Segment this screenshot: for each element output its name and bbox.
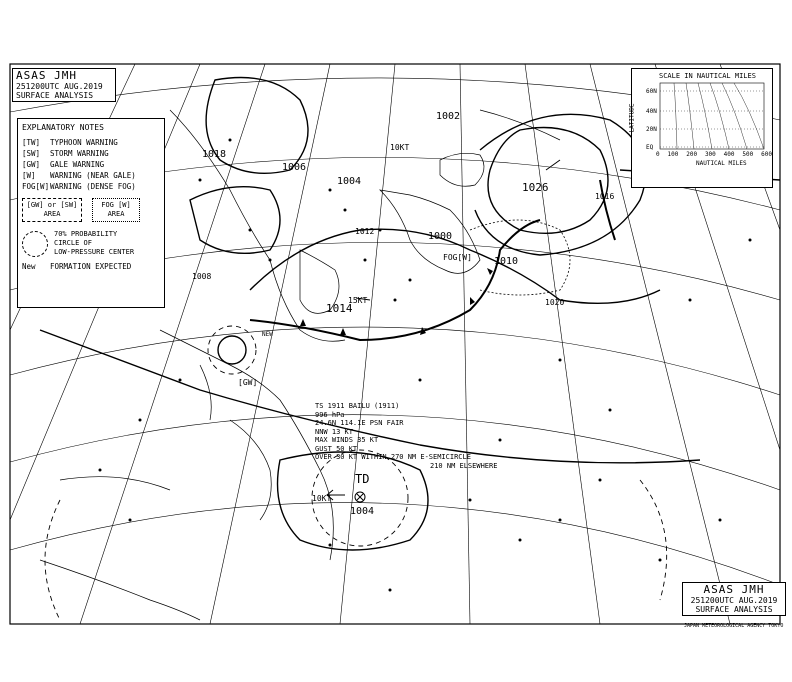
header-box bbox=[12, 68, 116, 102]
speed-10kt: 10KT bbox=[390, 143, 410, 152]
low-1010-label: 1010 bbox=[494, 256, 519, 267]
legend-gw-area-label: AREA bbox=[43, 210, 61, 218]
storm-line-7: OVER 30 KT WITHIN 270 NM E-SEMICIRCLE bbox=[315, 453, 471, 461]
scale-x-tick: 600 bbox=[761, 151, 772, 158]
legend-desc: TYPHOON WARNING bbox=[50, 138, 118, 147]
footer-agency: ASAS JMH bbox=[703, 583, 765, 596]
legend-fog-area-key: FOG [W] bbox=[101, 201, 131, 209]
legend-fog-area bbox=[92, 198, 140, 222]
storm-line-1: TS 1911 BAILU (1911) bbox=[315, 402, 400, 410]
legend-desc: GALE WARNING bbox=[50, 160, 105, 169]
storm-line-3: 24.6N 114.1E PSN FAIR bbox=[315, 419, 404, 427]
legend-new-key: New bbox=[22, 262, 36, 271]
legend-key: [TW] bbox=[22, 138, 41, 147]
front bbox=[250, 220, 540, 340]
scale-x-tick: 200 bbox=[686, 151, 698, 158]
iso-1012-label: 1012 bbox=[355, 227, 375, 236]
low-1000-label: 1000 bbox=[428, 231, 453, 242]
legend-key: FOG[W] bbox=[22, 182, 50, 191]
legend-prob-line-2: CIRCLE OF bbox=[54, 239, 92, 247]
legend-box bbox=[17, 118, 165, 308]
scale-box bbox=[628, 68, 773, 188]
legend-item bbox=[22, 181, 160, 192]
storm-line-4: NNW 13 KT bbox=[315, 427, 353, 436]
legend-desc: WARNING (DENSE FOG) bbox=[50, 182, 136, 191]
legend-item bbox=[22, 148, 160, 159]
legend-desc: WARNING (NEAR GALE) bbox=[50, 171, 136, 180]
scale-title: SCALE IN NAUTICAL MILES bbox=[659, 72, 756, 80]
scale-lat-eq: EQ bbox=[646, 144, 654, 151]
legend-item bbox=[22, 170, 160, 181]
high-1026-label: 1026 bbox=[522, 181, 549, 194]
storm-line-6: GUST 50 KT bbox=[315, 444, 358, 453]
scale-y-title: LATITUDE bbox=[628, 103, 636, 133]
footer-product: SURFACE ANALYSIS bbox=[695, 605, 773, 614]
iso-1020-label: 1020 bbox=[545, 298, 565, 307]
speed-15kt: 15KT bbox=[348, 296, 368, 305]
scale-x-tick: 0 bbox=[656, 151, 660, 158]
storm-symbol bbox=[218, 336, 246, 364]
new-tag: NEW bbox=[262, 331, 273, 338]
storm-info bbox=[315, 402, 497, 470]
scale-x-tick: 400 bbox=[723, 151, 735, 158]
iso-1016-label: 1016 bbox=[595, 192, 615, 201]
scale-x-title: NAUTICAL MILES bbox=[696, 160, 747, 167]
td-symbol bbox=[355, 492, 365, 502]
header-agency: ASAS JMH bbox=[16, 69, 77, 82]
legend-desc: STORM WARNING bbox=[50, 149, 109, 158]
td-speed: 10KT bbox=[312, 494, 332, 503]
scale-lat-60: 60N bbox=[646, 88, 657, 95]
scale-x-tick: 100 bbox=[667, 151, 679, 158]
scale-x-tick: 500 bbox=[742, 151, 754, 158]
td-label: TD bbox=[355, 472, 370, 486]
iso-1008-label: 1008 bbox=[192, 272, 212, 281]
low-1006-label: 1006 bbox=[282, 162, 307, 173]
station-dots bbox=[99, 139, 752, 592]
footer-datetime: 251200UTC AUG.2019 bbox=[690, 596, 778, 605]
legend-gw-area-key: [GW] or [SW] bbox=[26, 201, 78, 209]
legend-prob-line-1: 70% PROBABILITY bbox=[54, 230, 118, 238]
legend-item bbox=[22, 159, 160, 170]
td-pressure: 1004 bbox=[350, 506, 375, 517]
footer-credit: JAPAN METEOROLOGICAL AGENCY TOKYO bbox=[684, 623, 784, 629]
low-1002-label: 1002 bbox=[436, 111, 461, 122]
legend-new-desc: FORMATION EXPECTED bbox=[50, 262, 132, 271]
header-datetime: 251200UTC AUG.2019 bbox=[16, 82, 103, 91]
header-product: SURFACE ANALYSIS bbox=[16, 91, 94, 100]
scale-graph bbox=[632, 69, 772, 187]
low-1004-label: 1004 bbox=[337, 176, 362, 187]
scale-lat-40: 40N bbox=[646, 108, 657, 115]
footer-box bbox=[682, 582, 786, 616]
legend-item bbox=[22, 137, 160, 148]
legend-key: [SW] bbox=[22, 149, 41, 158]
storm-line-5: MAX WINDS 35 KT bbox=[315, 436, 379, 444]
storm-line-8: 210 NM ELSEWHERE bbox=[430, 461, 498, 470]
legend-fog-area-label: AREA bbox=[107, 210, 125, 218]
low-1018-label: 1018 bbox=[202, 149, 227, 160]
storm-line-2: 996 hPa bbox=[315, 410, 345, 419]
legend-title: EXPLANATORY NOTES bbox=[22, 123, 104, 132]
legend-prob-circle-icon bbox=[22, 231, 48, 257]
scale-x-tick: 300 bbox=[704, 151, 716, 158]
gale-warning-label: [GW] bbox=[238, 378, 258, 387]
scale-lat-20: 20N bbox=[646, 126, 657, 133]
high-1014-label: 1014 bbox=[326, 302, 353, 315]
legend-key: [W] bbox=[22, 171, 36, 180]
scale-x-ticks bbox=[656, 151, 772, 158]
legend-prob-line-3: LOW-PRESSURE CENTER bbox=[54, 248, 135, 256]
legend-gw-area bbox=[22, 198, 82, 222]
legend-key: [GW] bbox=[22, 160, 41, 169]
fog-warning-label: FOG[W] bbox=[443, 253, 472, 262]
